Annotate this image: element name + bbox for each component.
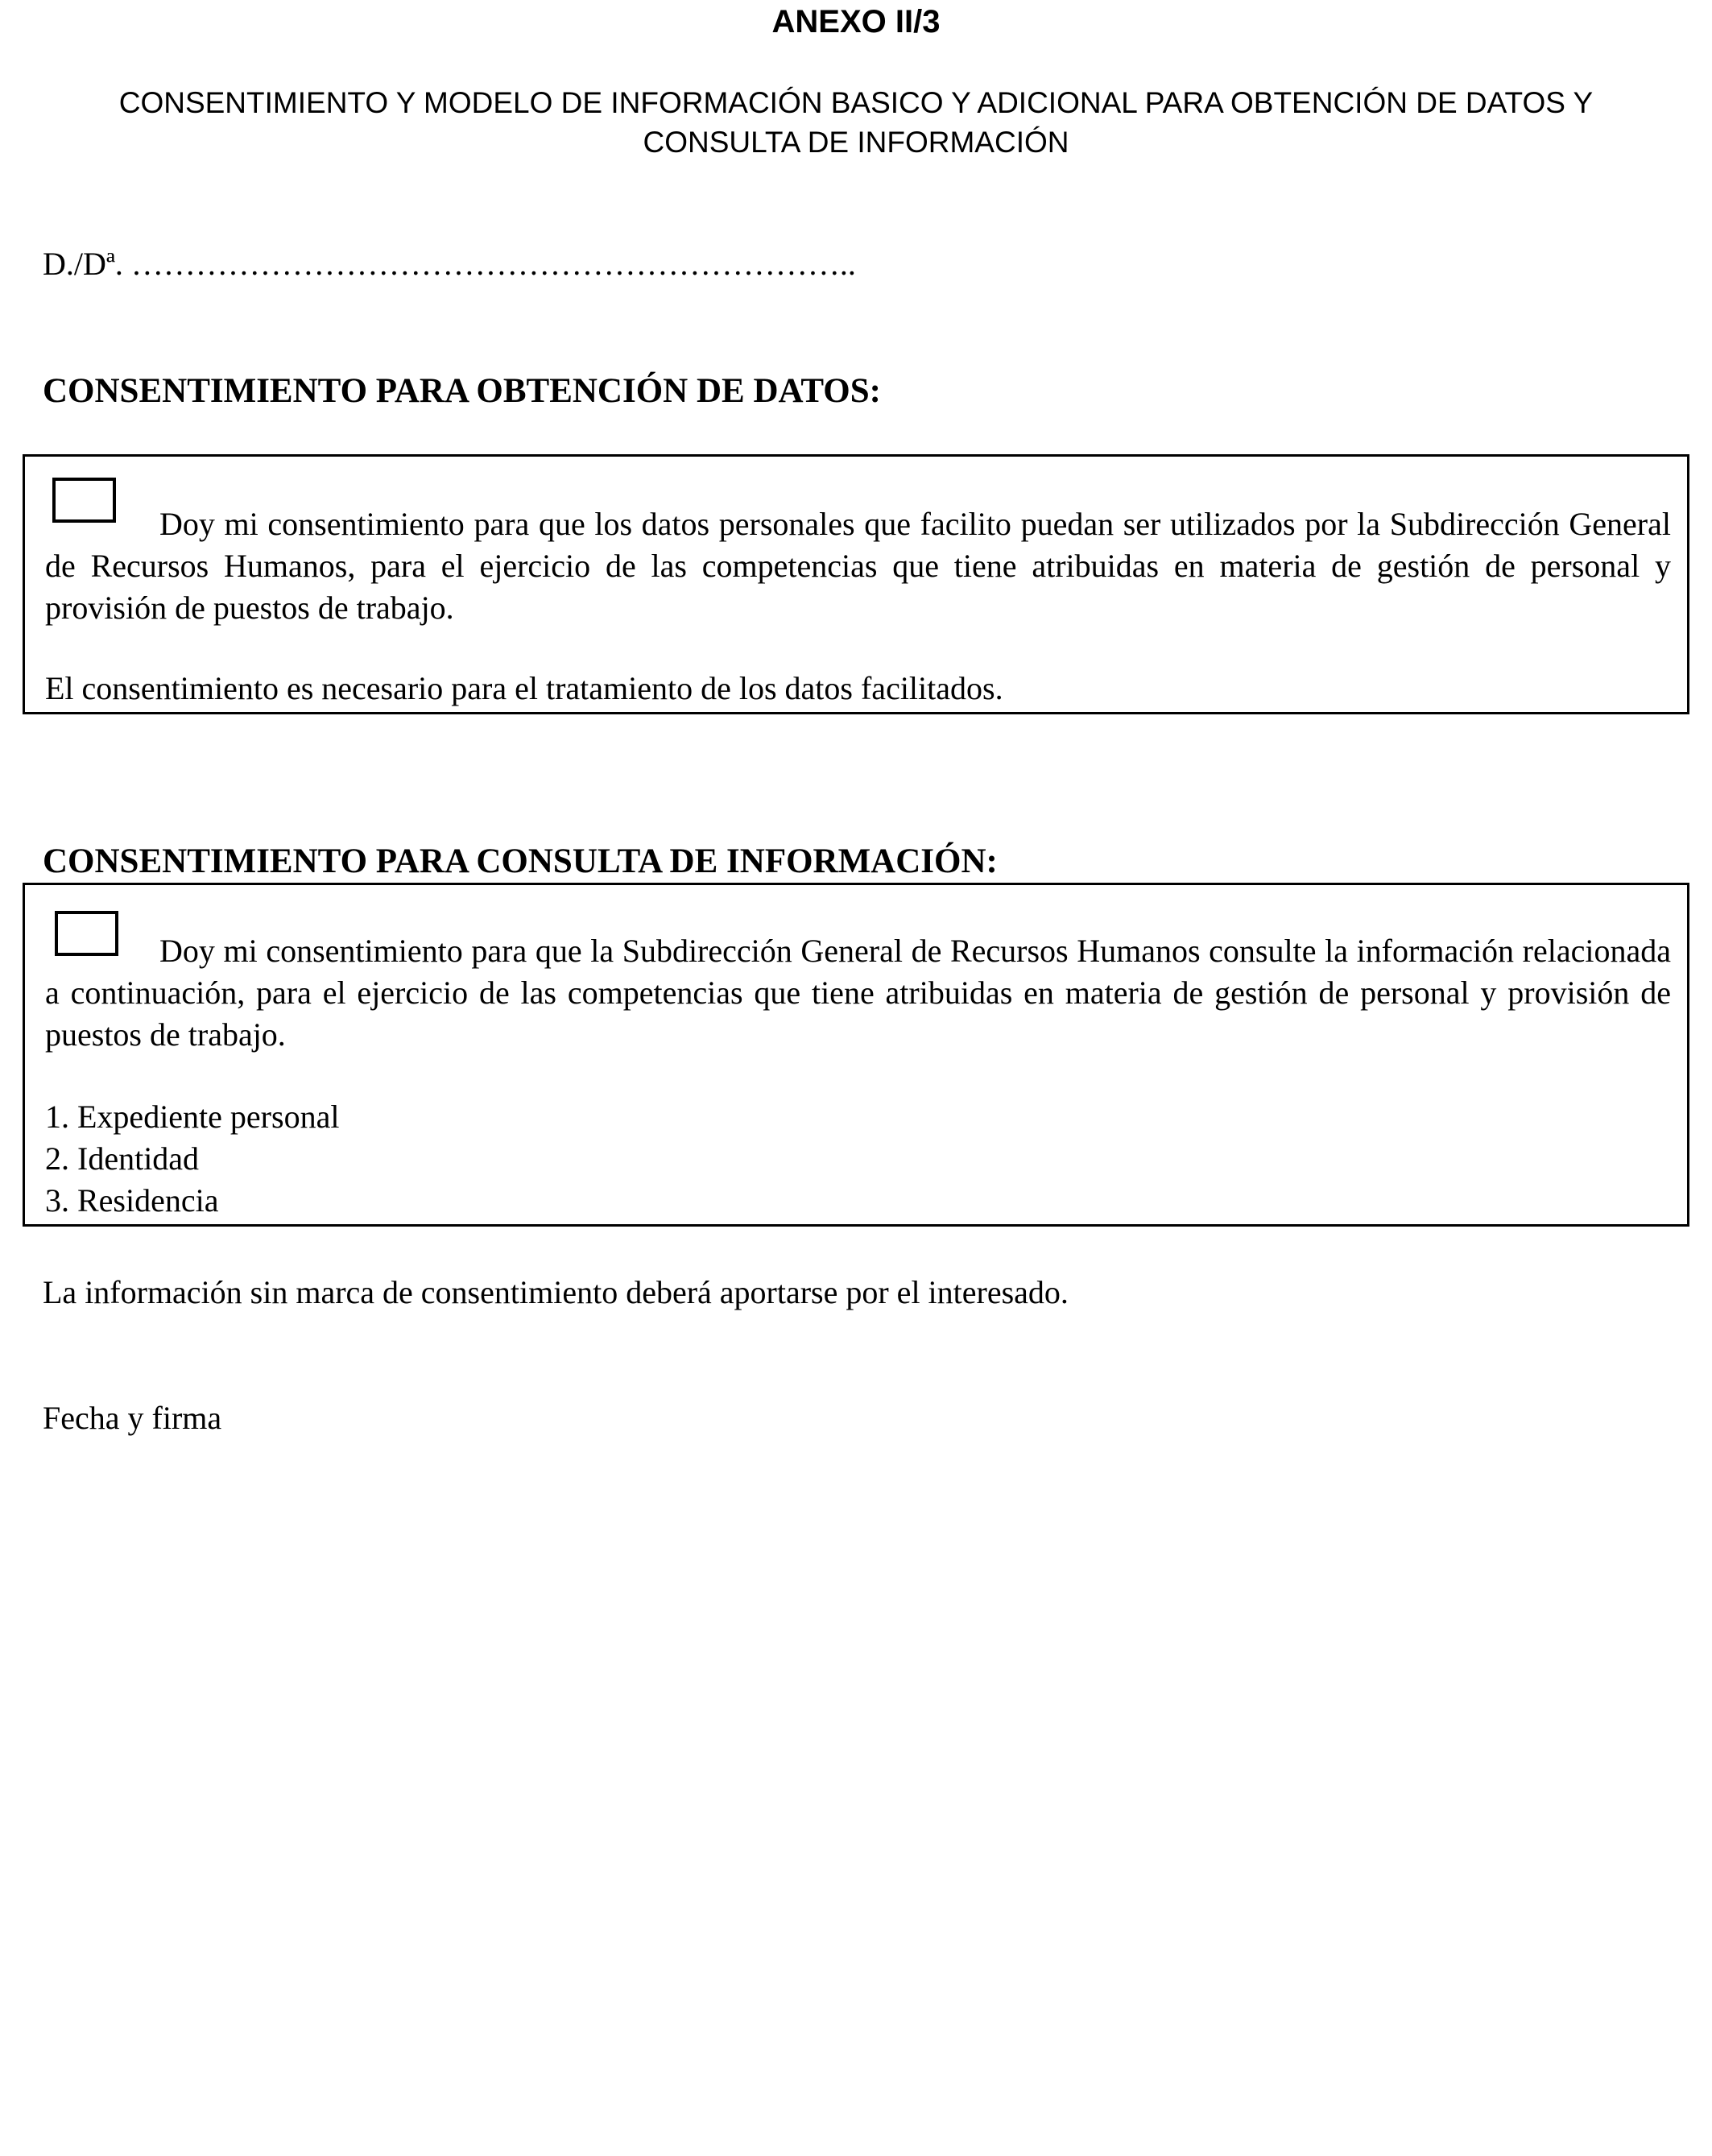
query-consent-text: Doy mi consentimiento para que la Subdirección General de Recursos Humanos consulte la información relacionada a continuación, para el ejercicio de las competencias que tiene atribuidas en materia de gestión de personal y provisión de puestos de trabajo. [45,933,1671,1053]
query-consent-heading: CONSENTIMIENTO PARA CONSULTA DE INFORMACIÓN: [43,842,998,880]
date-and-signature-label: Fecha y firma [43,1400,222,1436]
query-items-list [45,1096,339,1222]
data-consent-box [23,454,1689,714]
data-consent-paragraph [45,503,1671,629]
list-item: 2. Identidad [45,1140,200,1177]
annex-title: ANEXO II/3 [771,4,941,39]
data-consent-note: El consentimiento es necesario para el tratamiento de los datos facilitados. [45,670,1003,706]
missing-consent-note: La información sin marca de consentimiento deberá aportarse por el interesado. [43,1274,1069,1310]
data-consent-text: Doy mi consentimiento para que los datos personales que facilito puedan ser utilizados por la Subdirección General de Recursos Humanos, para el ejercicio de las competencias que tiene atribuidas en materia de gestión de personal y provisión de puestos de trabajo. [45,506,1671,626]
data-consent-heading: CONSENTIMIENTO PARA OBTENCIÓN DE DATOS: [43,372,881,410]
annex-subtitle: CONSENTIMIENTO Y MODELO DE INFORMACIÓN BASICO Y ADICIONAL PARA OBTENCIÓN DE DATOS Y CONSULTA DE INFORMACIÓN [118,86,1594,159]
query-consent-paragraph [45,930,1671,1056]
list-item: 3. Residencia [45,1182,219,1219]
applicant-name-line[interactable]: D./Dª. ………………………………………………………….. [43,246,856,282]
query-consent-box [23,883,1689,1227]
list-item: 1. Expediente personal [45,1099,340,1135]
